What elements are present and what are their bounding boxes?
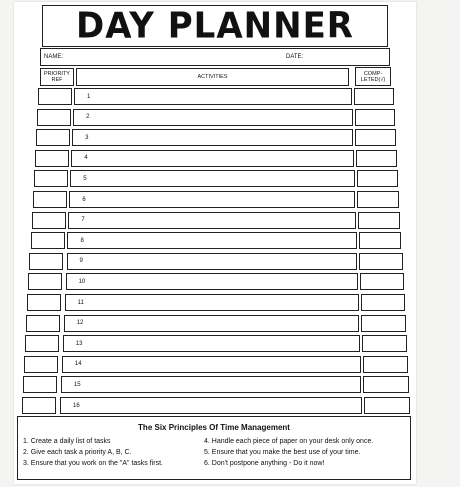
- priority-cell[interactable]: [25, 335, 59, 352]
- row-number: 4: [84, 155, 88, 162]
- principle-item: 5. Ensure that you make the best use of your time.: [204, 449, 361, 456]
- completed-cell[interactable]: [359, 253, 402, 270]
- priority-cell[interactable]: [35, 150, 69, 167]
- date-label: DATE:: [286, 54, 304, 60]
- page-title: DAY PLANNER: [76, 5, 354, 47]
- principles-column-right: [204, 436, 373, 469]
- completed-cell[interactable]: [355, 129, 396, 146]
- principles-column-left: [23, 436, 163, 469]
- priority-cell[interactable]: [37, 109, 71, 126]
- principle-item: 3. Ensure that you work on the "A" tasks first.: [23, 460, 163, 467]
- priority-cell[interactable]: [33, 191, 67, 208]
- completed-cell[interactable]: [363, 356, 408, 373]
- activity-cell[interactable]: [65, 294, 359, 311]
- activity-cell[interactable]: [68, 212, 356, 229]
- completed-cell[interactable]: [354, 88, 394, 105]
- activity-cell[interactable]: [71, 150, 354, 167]
- completed-cell[interactable]: [356, 150, 397, 167]
- principle-item: 6. Don't postpone anything - Do it now!: [204, 460, 325, 467]
- activity-cell[interactable]: [66, 273, 358, 290]
- activity-cell[interactable]: [69, 191, 355, 208]
- activity-cell[interactable]: [63, 335, 360, 352]
- priority-cell[interactable]: [29, 253, 63, 270]
- priority-cell[interactable]: [34, 170, 68, 187]
- principles-title: The Six Principles Of Time Management: [138, 423, 290, 432]
- activity-cell[interactable]: [74, 88, 352, 105]
- row-number: 15: [73, 381, 81, 388]
- name-label: NAME:: [44, 54, 64, 60]
- row-number: 13: [75, 340, 83, 347]
- priority-cell[interactable]: [36, 129, 70, 146]
- completed-header-label: COMP-LETED(√): [360, 70, 386, 83]
- row-number: 1: [87, 93, 91, 100]
- row-number: 5: [83, 175, 87, 182]
- principle-item: 4. Handle each piece of paper on your desk only once.: [204, 438, 374, 445]
- row-number: 10: [78, 278, 86, 285]
- row-number: 8: [80, 237, 84, 244]
- row-number: 16: [73, 402, 80, 409]
- priority-cell[interactable]: [26, 315, 60, 332]
- activity-cell[interactable]: [67, 232, 356, 249]
- completed-cell[interactable]: [363, 376, 409, 393]
- priority-header-label: PRIORITY REF: [44, 71, 70, 83]
- priority-cell[interactable]: [27, 294, 61, 311]
- priority-cell[interactable]: [31, 232, 65, 249]
- priority-cell[interactable]: [22, 397, 56, 414]
- activity-cell[interactable]: [73, 109, 353, 126]
- priority-cell[interactable]: [28, 273, 62, 290]
- completed-cell[interactable]: [362, 335, 407, 352]
- row-number: 11: [77, 299, 84, 306]
- completed-cell[interactable]: [355, 109, 395, 126]
- completed-header: [355, 67, 391, 86]
- principle-item: 2. Give each task a priority A, B, C.: [23, 449, 132, 456]
- principles-box: [17, 416, 411, 480]
- activity-cell[interactable]: [60, 397, 362, 414]
- row-number: 7: [81, 217, 85, 224]
- activity-cell[interactable]: [64, 315, 360, 332]
- activities-header: [76, 68, 349, 86]
- completed-cell[interactable]: [360, 273, 404, 290]
- priority-header: [40, 68, 74, 86]
- priority-cell[interactable]: [38, 88, 72, 105]
- completed-cell[interactable]: [357, 191, 399, 208]
- row-number: 3: [85, 134, 89, 141]
- completed-cell[interactable]: [358, 212, 400, 229]
- priority-cell[interactable]: [32, 212, 66, 229]
- completed-cell[interactable]: [359, 232, 402, 249]
- priority-cell[interactable]: [24, 356, 58, 373]
- name-date-bar: [40, 48, 390, 66]
- principle-item: 1. Create a daily list of tasks: [23, 438, 111, 445]
- activity-cell[interactable]: [67, 253, 358, 270]
- row-number: 6: [82, 196, 86, 203]
- completed-cell[interactable]: [361, 294, 405, 311]
- activity-cell[interactable]: [62, 356, 361, 373]
- priority-cell[interactable]: [23, 376, 57, 393]
- completed-cell[interactable]: [361, 315, 405, 332]
- completed-cell[interactable]: [364, 397, 410, 414]
- row-number: 12: [76, 320, 84, 327]
- activity-cell[interactable]: [61, 376, 361, 393]
- title-banner: [42, 5, 388, 47]
- activities-header-label: ACTIVITIES: [197, 74, 228, 80]
- activity-cell[interactable]: [72, 129, 353, 146]
- row-number: 14: [74, 361, 82, 368]
- row-number: 9: [79, 258, 83, 265]
- activity-cell[interactable]: [70, 170, 354, 187]
- completed-cell[interactable]: [357, 170, 399, 187]
- row-number: 2: [86, 114, 90, 121]
